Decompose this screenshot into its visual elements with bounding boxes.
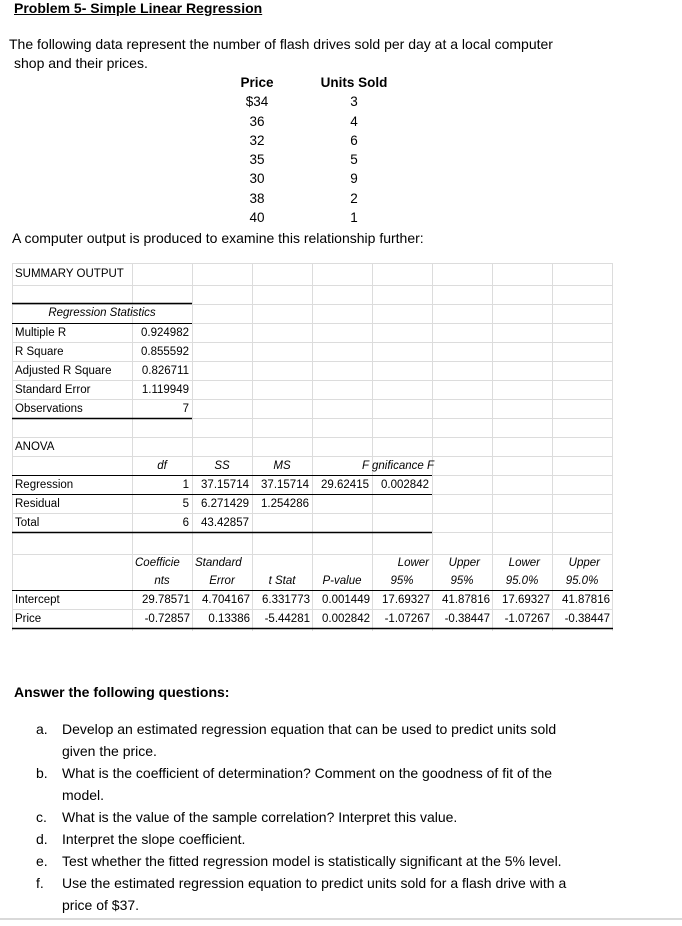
- anova-header-df: df: [157, 460, 167, 472]
- answer-heading: Answer the following questions:: [14, 684, 230, 700]
- coef-value: 4.704167: [202, 594, 250, 606]
- question-item: [36, 762, 636, 806]
- intro-line-2: shop and their prices.: [14, 55, 148, 71]
- coef-row-label: Intercept: [15, 594, 60, 606]
- coef-header-top: Standard: [195, 557, 242, 569]
- question-text: Develop an estimated regression equation that can be used to predict units sold: [62, 721, 557, 737]
- coef-value: 0.13386: [208, 613, 250, 625]
- anova-ms: 37.15714: [261, 479, 309, 491]
- coef-header-top: Coefficie: [135, 557, 180, 569]
- stat-value: 0.924982: [141, 327, 189, 339]
- summary-output-heading: SUMMARY OUTPUT: [15, 268, 124, 280]
- question-text: Use the estimated regression equation to predict units sold for a flash drive with a: [62, 875, 567, 891]
- price-value: 40: [249, 210, 265, 226]
- anova-row-label: Total: [15, 517, 40, 529]
- problem-title: Problem 5- Simple Linear Regression: [14, 0, 263, 16]
- question-item: [36, 718, 636, 762]
- stat-label: R Square: [15, 346, 64, 358]
- anova-df: 5: [182, 498, 189, 510]
- units-value: 5: [350, 152, 358, 168]
- question-label: a.: [36, 721, 48, 737]
- question-item: [36, 828, 636, 850]
- price-value: $34: [245, 94, 269, 110]
- coef-header-top: Upper: [568, 557, 600, 569]
- units-value: 1: [350, 210, 358, 226]
- stat-value: 7: [182, 403, 189, 415]
- anova-header-ss: SS: [214, 460, 230, 472]
- stat-label: Observations: [15, 403, 83, 415]
- question-text: given the price.: [62, 743, 157, 759]
- question-text: Interpret the slope coefficient.: [62, 831, 246, 847]
- coef-value: 6.331773: [262, 594, 310, 606]
- stat-label: Multiple R: [15, 327, 67, 339]
- question-text: Test whether the fitted regression model is statistically significant at the 5% level.: [62, 853, 562, 869]
- question-item: [36, 872, 636, 916]
- anova-ms: 1.254286: [261, 498, 309, 510]
- units-header: Units Sold: [320, 75, 388, 90]
- coef-value: 29.78571: [142, 594, 190, 606]
- question-label: d.: [36, 831, 48, 847]
- coef-header-bottom: 95%: [450, 575, 474, 587]
- price-column: [232, 73, 282, 227]
- coef-header-top: Upper: [448, 557, 480, 569]
- question-item: [36, 806, 636, 828]
- anova-ss: 43.42857: [201, 517, 249, 529]
- coef-header-bottom: P-value: [322, 575, 362, 587]
- units-column: [314, 73, 394, 227]
- intro-line-1: The following data represent the number of flash drives sold per day at a local computer: [9, 36, 553, 52]
- coef-value: -0.38447: [564, 613, 610, 625]
- question-label: c.: [36, 809, 47, 825]
- units-value: 6: [350, 132, 358, 148]
- coef-value: 41.87816: [442, 594, 490, 606]
- anova-header-significance: gnificance F: [372, 460, 435, 472]
- coef-row-label: Price: [15, 613, 42, 625]
- stat-value: 1.119949: [141, 384, 189, 396]
- anova-sig: 0.002842: [381, 479, 429, 491]
- anova-header-ms: MS: [273, 460, 291, 472]
- question-list: [36, 718, 636, 916]
- coef-value: 17.69327: [502, 594, 550, 606]
- coef-value: -5.44281: [264, 613, 310, 625]
- summary-output-sheet: [12, 263, 613, 631]
- question-label: f.: [36, 875, 44, 891]
- price-value: 38: [249, 190, 265, 206]
- question-text: What is the coefficient of determination? Comment on the goodness of fit of the: [62, 765, 553, 781]
- units-value: 3: [350, 94, 358, 110]
- anova-header-f: F: [361, 460, 369, 472]
- computer-output-text: A computer output is produced to examine this relationship further:: [12, 230, 424, 246]
- anova-ss: 37.15714: [201, 479, 249, 491]
- question-text: price of $37.: [62, 897, 140, 913]
- coef-value: 0.001449: [322, 594, 370, 606]
- question-item: [36, 850, 636, 872]
- intro-paragraph: [9, 35, 609, 73]
- price-value: 32: [249, 132, 265, 148]
- coef-value: -0.38447: [444, 613, 490, 625]
- coef-value: -1.07267: [504, 613, 550, 625]
- price-value: 36: [249, 113, 265, 129]
- question-text: model.: [62, 787, 105, 803]
- units-value: 9: [350, 171, 358, 187]
- anova-ss: 6.271429: [201, 498, 249, 510]
- stat-label: Standard Error: [15, 384, 91, 396]
- units-value: 2: [350, 190, 358, 206]
- anova-row-label: Regression: [15, 479, 74, 491]
- question-text: What is the value of the sample correlation? Interpret this value.: [62, 809, 458, 825]
- question-label: b.: [36, 765, 48, 781]
- coef-header-bottom: 95.0%: [505, 575, 539, 587]
- coef-header-bottom: nts: [154, 575, 170, 587]
- coef-header-bottom: t Stat: [268, 575, 296, 587]
- coef-header-bottom: 95%: [390, 575, 414, 587]
- stat-label: Adjusted R Square: [15, 365, 112, 377]
- coef-value: 41.87816: [562, 594, 610, 606]
- anova-df: 1: [182, 479, 189, 491]
- coef-value: -1.07267: [384, 613, 430, 625]
- price-value: 30: [249, 171, 265, 187]
- coef-value: 17.69327: [382, 594, 430, 606]
- stat-value: 0.826711: [141, 365, 189, 377]
- stat-value: 0.855592: [141, 346, 189, 358]
- coef-header-bottom: 95.0%: [565, 575, 599, 587]
- price-header: Price: [240, 75, 274, 90]
- anova-df: 6: [182, 517, 189, 529]
- anova-heading: ANOVA: [15, 441, 55, 453]
- coef-value: -0.72857: [144, 613, 190, 625]
- regression-stats-heading: Regression Statistics: [48, 307, 156, 319]
- anova-row-label: Residual: [15, 498, 60, 510]
- anova-f: 29.62415: [321, 479, 369, 491]
- coef-header-bottom: Error: [209, 575, 235, 587]
- coef-value: 0.002842: [322, 613, 370, 625]
- coef-header-top: Lower: [508, 557, 540, 569]
- units-value: 4: [350, 113, 358, 129]
- coef-header-top: Lower: [397, 557, 429, 569]
- price-value: 35: [249, 152, 265, 168]
- question-label: e.: [36, 853, 48, 869]
- page-bottom-divider: [0, 918, 682, 920]
